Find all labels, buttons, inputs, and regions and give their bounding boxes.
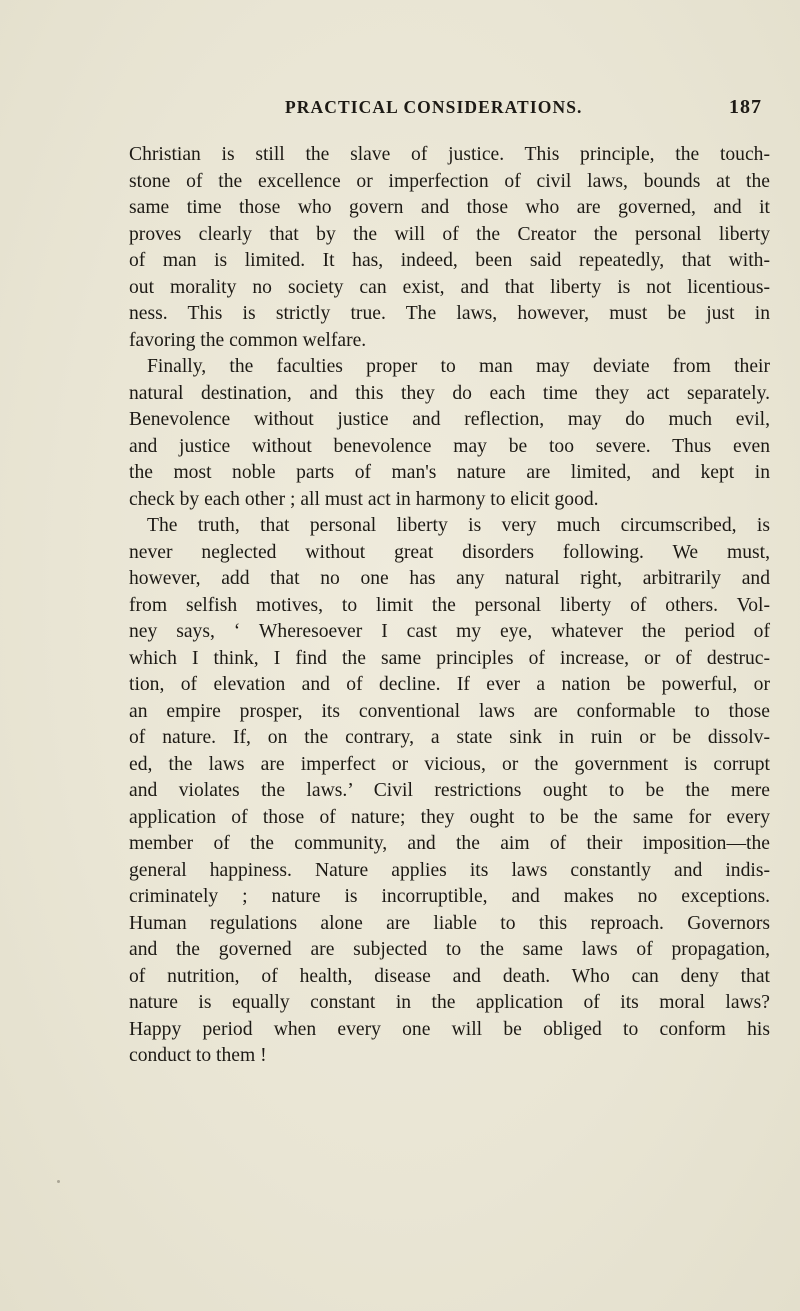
text-line: ed, the laws are imperfect or vicious, or the government is corrupt — [129, 753, 770, 775]
text-line: tion, of elevation and of decline. If ever a nation be powerful, or — [129, 674, 770, 695]
page-number: 187 — [729, 96, 762, 118]
text-line: ney says, ‘ Wheresoever I cast my eye, whatever the period of — [129, 621, 770, 642]
text-line: the most noble parts of man's nature are limited, and kept in — [129, 462, 770, 483]
text-line: The truth, that personal liberty is very much circumscribed, is — [147, 515, 770, 536]
text-line: Human regulations alone are liable to this reproach. Governors — [129, 912, 770, 934]
body-text — [129, 142, 770, 1070]
text-line: application of those of nature; they ought to be the same for every — [129, 806, 770, 828]
text-line: an empire prosper, its conventional laws are conformable to those — [129, 700, 770, 722]
text-line: member of the community, and the aim of their imposition—the — [129, 833, 770, 854]
text-line: which I think, I find the same principles of increase, or of destruc- — [129, 647, 770, 669]
text-line: Benevolence without justice and reflection, may do much evil, — [129, 409, 770, 430]
text-line: of nature. If, on the contrary, a state sink in ruin or be dissolv- — [129, 727, 770, 748]
text-line: from selfish motives, to limit the personal liberty of others. Vol- — [129, 594, 770, 616]
text-line: same time those who govern and those who are governed, and it — [129, 197, 770, 218]
text-line: nature is equally constant in the application of its moral laws? — [129, 992, 770, 1013]
text-line: ness. This is strictly true. The laws, however, must be just in — [129, 303, 770, 324]
text-line: proves clearly that by the will of the Creator the personal liberty — [129, 223, 770, 245]
text-line: Happy period when every one will be obliged to conform his — [129, 1018, 770, 1040]
text-line: of man is limited. It has, indeed, been said repeatedly, that with- — [129, 250, 770, 271]
running-title: PRACTICAL CONSIDERATIONS. — [285, 97, 583, 117]
running-head — [285, 96, 770, 128]
text-line: out morality no society can exist, and that liberty is not licentious- — [129, 276, 770, 298]
text-line: Finally, the faculties proper to man may deviate from their — [147, 356, 770, 377]
text-line: however, add that no one has any natural right, arbitrarily and — [129, 568, 770, 589]
text-line: and the governed are subjected to the same laws of propagation, — [129, 939, 770, 960]
text-line: general happiness. Nature applies its laws constantly and indis- — [129, 859, 770, 881]
text-line: and justice without benevolence may be too severe. Thus even — [129, 435, 770, 457]
text-line: never neglected without great disorders following. We must, — [129, 541, 770, 563]
text-line: and violates the laws.’ Civil restrictions ought to be the mere — [129, 780, 770, 801]
text-line: stone of the excellence or imperfection of civil laws, bounds at the — [129, 170, 770, 192]
text-line: criminately ; nature is incorruptible, and makes no exceptions. — [129, 886, 770, 907]
paper-speck — [57, 1180, 60, 1183]
text-line: check by each other ; all must act in harmony to elicit good. — [129, 488, 599, 510]
text-line: favoring the common welfare. — [129, 329, 367, 351]
text-line: of nutrition, of health, disease and death. Who can deny that — [129, 965, 770, 987]
text-line: conduct to them ! — [129, 1045, 267, 1066]
text-line: natural destination, and this they do each time they act separately. — [129, 382, 770, 404]
text-line: Christian is still the slave of justice. This principle, the touch- — [129, 144, 770, 165]
